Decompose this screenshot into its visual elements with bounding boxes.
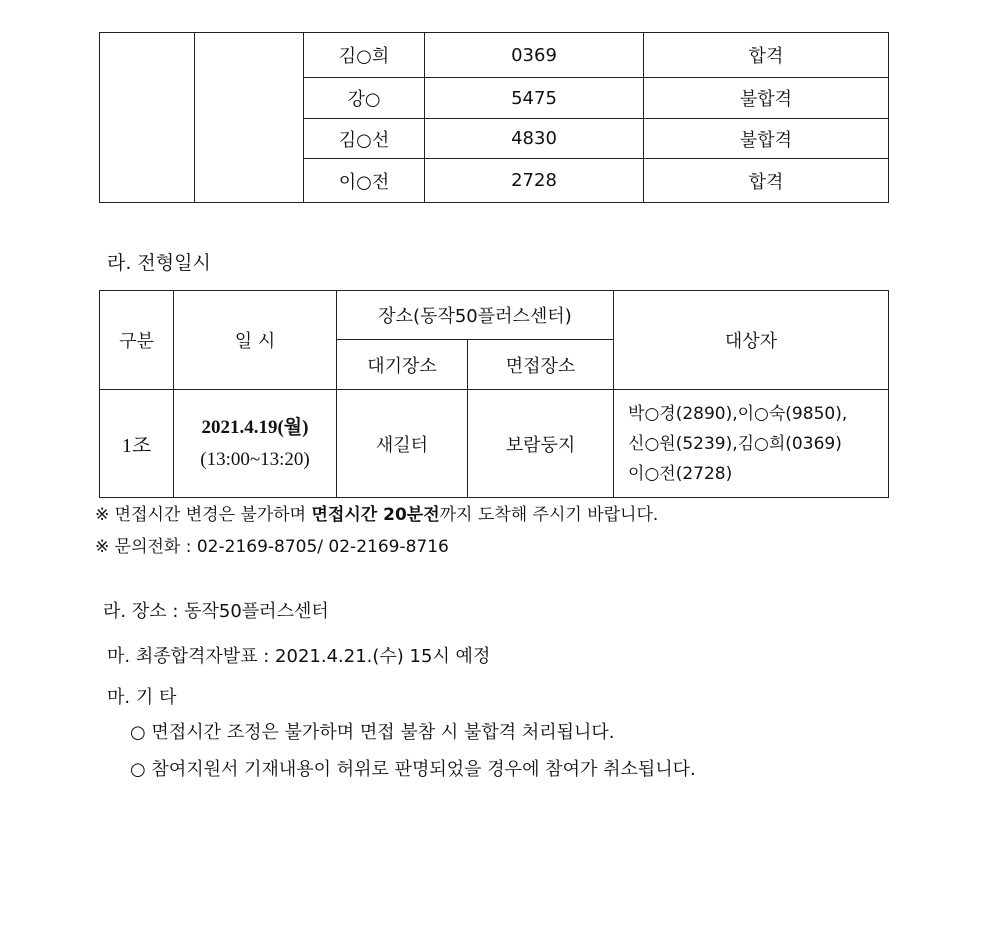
id-cell: 5475 [425,78,644,119]
name-cell: 이○전 [304,159,425,203]
header-waiting-place: 대기장소 [337,340,468,390]
result-cell: 불합격 [644,78,889,119]
waiting-place-cell: 새길터 [337,390,468,498]
targets-line: 신○원(5239),김○희(0369) [628,433,842,454]
merged-cell [195,33,304,203]
note-arrival: ※ 면접시간 변경은 불가하며 면접시간 20분전까지 도착해 주시기 바랍니다. [95,505,659,525]
id-cell: 4830 [425,119,644,159]
header-place: 장소(동작50플러스센터) [337,291,614,340]
etc-heading: 마. 기 타 [107,687,177,708]
date: 2021.4.19(월) [201,416,309,438]
schedule-table [99,290,889,498]
datetime-cell [174,390,337,498]
merged-cell [100,33,195,203]
announce-line: 마. 최종합격자발표 : 2021.4.21.(수) 15시 예정 [107,646,491,667]
time: (13:00~13:20) [200,448,310,470]
header-group: 구분 [100,291,174,390]
etc-item: ○ 면접시간 조정은 불가하며 면접 불참 시 불합격 처리됩니다. [130,722,615,743]
targets-line: 박○경(2890),이○숙(9850), [628,403,848,424]
name-cell: 김○선 [304,119,425,159]
header-targets: 대상자 [614,291,889,390]
result-cell: 합격 [644,159,889,203]
targets-line: 이○전(2728) [628,463,733,484]
id-cell: 0369 [425,33,644,78]
note-contact: ※ 문의전화 : 02-2169-8705/ 02-2169-8716 [95,537,449,557]
interview-place-cell: 보람둥지 [468,390,614,498]
header-datetime: 일 시 [174,291,337,390]
targets-cell [614,390,889,498]
etc-item: ○ 참여지원서 기재내용이 허위로 판명되었을 경우에 참여가 취소됩니다. [130,759,696,780]
name-cell: 강○ [304,78,425,119]
schedule-heading: 라. 전형일시 [107,252,211,274]
header-interview-place: 면접장소 [468,340,614,390]
results-table [99,32,889,203]
group-cell: 1조 [100,390,174,498]
result-cell: 합격 [644,33,889,78]
name-cell: 김○희 [304,33,425,78]
result-cell: 불합격 [644,119,889,159]
place-line: 라. 장소 : 동작50플러스센터 [103,601,329,622]
id-cell: 2728 [425,159,644,203]
